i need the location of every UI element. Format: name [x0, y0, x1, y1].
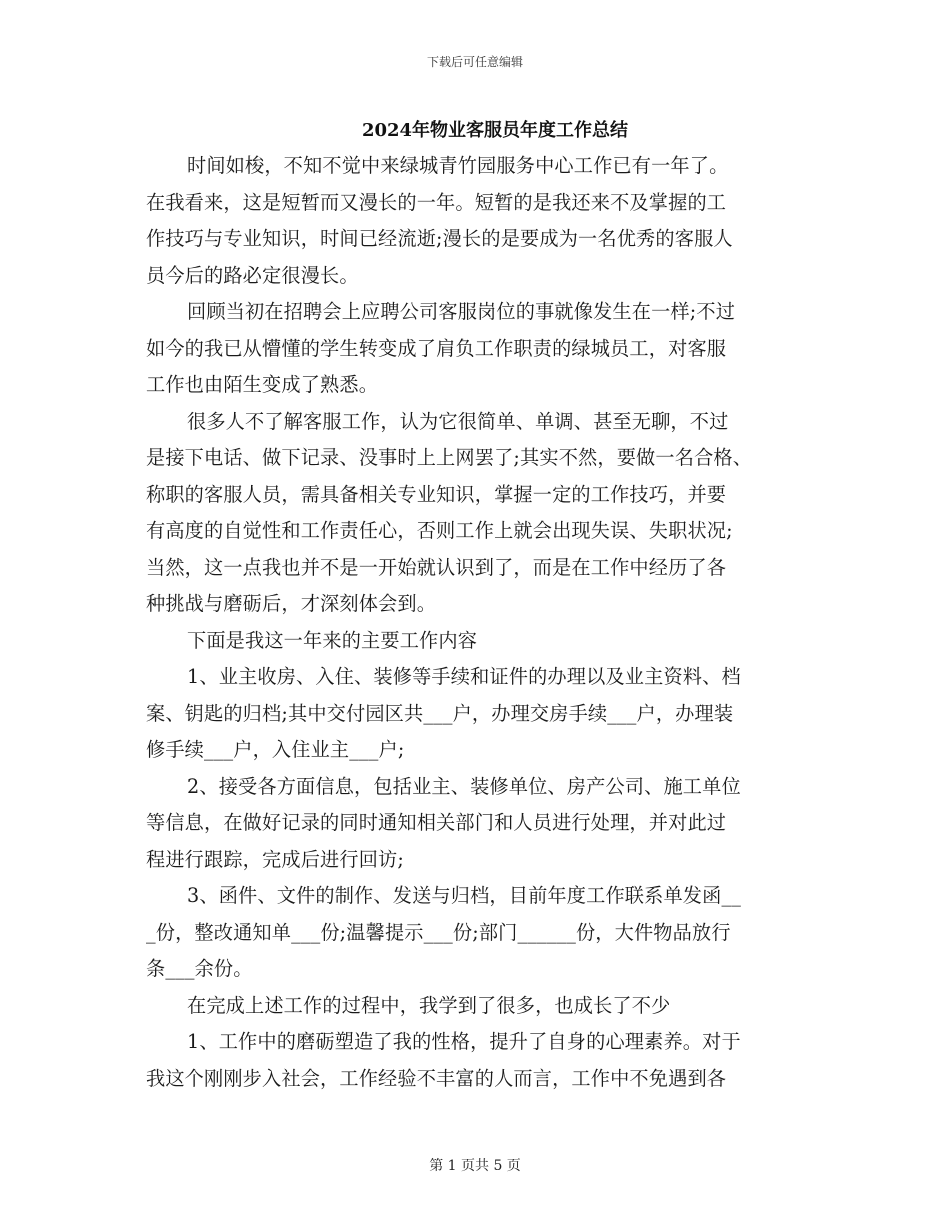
body-text-line: _份，整改通知单___份;温馨提示___份;部门______份，大件物品放行: [146, 920, 731, 944]
document-title: 2024年物业客服员年度工作总结: [361, 120, 629, 141]
body-text-line: 3、函件、文件的制作、发送与归档，目前年度工作联系单发函__: [187, 884, 741, 907]
body-text-line: 2、接受各方面信息，包括业主、装修单位、房产公司、施工单位: [187, 774, 741, 798]
body-text-line: 案、钥匙的归档;其中交付园区共___户，办理交房手续___户，办理装: [146, 701, 734, 725]
body-text-line: 程进行跟踪，完成后进行回访;: [146, 847, 405, 871]
page-footer: 第 1 页共 5 页: [429, 1158, 521, 1174]
body-text-line: 有高度的自觉性和工作责任心，否则工作上就会出现失误、失职状况;: [146, 519, 733, 542]
body-text-line: 1、业主收房、入住、装修等手续和证件的办理以及业主资料、档: [187, 665, 741, 688]
body-text-line: 种挑战与磨砺后，才深刻体会到。: [146, 592, 437, 615]
body-text-line: 当然，这一点我也并不是一开始就认识到了，而是在工作中经历了各: [146, 555, 727, 579]
body-text-line: 修手续___户，入住业主___户;: [146, 738, 405, 761]
body-text-line: 员今后的路必定很漫长。: [146, 263, 359, 287]
page-header: 下载后可任意编辑: [426, 55, 523, 69]
body-text-line: 下面是我这一年来的主要工作内容: [187, 628, 478, 652]
body-text-line: 等信息，在做好记录的同时通知相关部门和人员进行处理，并对此过: [146, 811, 727, 834]
body-text-line: 回顾当初在招聘会上应聘公司客服岗位的事就像发生在一样;不过: [187, 300, 736, 323]
body-text-line: 是接下电话、做下记录、没事时上上网罢了;其实不然，要做一名合格、: [146, 446, 753, 469]
body-text-line: 时间如梭，不知不觉中来绿城青竹园服务中心工作已有一年了。: [187, 154, 729, 177]
document-body: [146, 148, 826, 1097]
body-text-line: 如今的我已从懵懂的学生转变成了肩负工作职责的绿城员工，对客服: [146, 336, 727, 360]
body-text-line: 1、工作中的磨砺塑造了我的性格，提升了自身的心理素养。对于: [187, 1030, 741, 1053]
body-text-line: 我这个刚刚步入社会，工作经验不丰富的人而言，工作中不免遇到各: [146, 1066, 727, 1090]
body-text-line: 在我看来，这是短暂而又漫长的一年。短暂的是我还来不及掌握的工: [146, 190, 727, 214]
body-text-line: 称职的客服人员，需具备相关专业知识，掌握一定的工作技巧，并要: [146, 482, 727, 506]
body-text-line: 作技巧与专业知识，时间已经流逝;漫长的是要成为一名优秀的客服人: [146, 227, 733, 250]
body-text-line: 工作也由陌生变成了熟悉。: [146, 373, 379, 396]
body-text-line: 很多人不了解客服工作，认为它很简单、单调、甚至无聊，不过: [187, 409, 729, 433]
body-text-line: 条___余份。: [146, 957, 253, 980]
body-text-line: 在完成上述工作的过程中，我学到了很多，也成长了不少: [187, 993, 671, 1017]
